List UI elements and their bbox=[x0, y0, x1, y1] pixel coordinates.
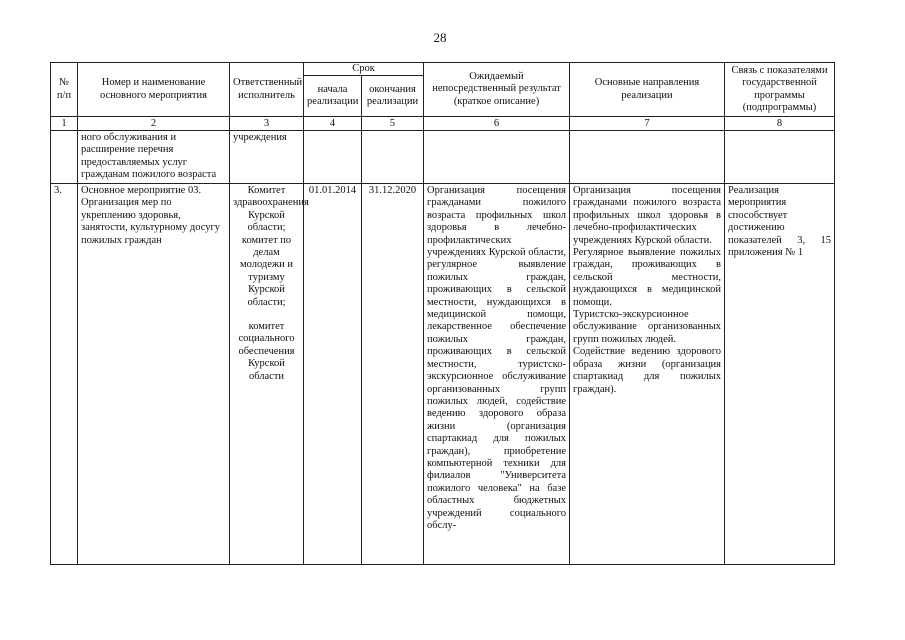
header-link: Связь с показателями государственной программы (подпрограммы) bbox=[725, 63, 835, 117]
responsible-item: Комитет здравоохранения Курской области; bbox=[233, 185, 309, 234]
end-date: 31.12.2020 bbox=[362, 184, 424, 565]
indicator-link: Реализация мероприятия способствует достижению показателей 3, 15 приложения № 1 bbox=[725, 184, 835, 565]
expected-result: Организация посещения гражданами пожилого возраста профильных школ здоровья в лечебно-профилактических учреждениях Курской области, регулярное выявление пожилых граждан, проживающих в сельской местности, нуждающихся в медицинской помощи, лекарственное обеспечение пожилых граждан, проживающих в сельской местности, туристско-экскурсионное обслуживание организованных групп пожилых людей, содействие ведению здорового образа жизни (организация спартакиад для пожилых граждан), приобретение компьютерной техники для филиалов "Университета пожилого человека" на базе областных бюджетных учреждений социального обслу- bbox=[424, 184, 570, 565]
header-end: окончания реализации bbox=[362, 76, 424, 117]
direction-item: Организация посещения гражданами пожилого возраста профильных школ здоровья в лечебно-профилактических учреждениях Курской области. bbox=[573, 185, 722, 246]
column-number: 8 bbox=[725, 117, 835, 131]
header-result: Ожидаемый непосредственный результат (краткое описание) bbox=[424, 63, 570, 117]
column-numbers-row bbox=[51, 117, 835, 131]
continuation-name: ного обслуживания и расширение перечня предоставляемых услуг гражданам пожилого возраста bbox=[78, 131, 230, 184]
activity-name: Основное мероприятие 03. Организация мер по укреплению здоровья, занятости, культурному досугу пожилых граждан bbox=[78, 184, 230, 565]
directions-cell bbox=[570, 184, 725, 565]
direction-item: Регулярное выявление пожилых граждан, проживающих в сельской местности, нуждающихся в медицинской помощи. bbox=[573, 247, 722, 308]
page-number: 28 bbox=[433, 30, 447, 45]
header-name: Номер и наименование основного мероприятия bbox=[78, 63, 230, 117]
header-directions: Основные направления реализации bbox=[570, 63, 725, 117]
column-number: 1 bbox=[51, 117, 78, 131]
column-number: 6 bbox=[424, 117, 570, 131]
row-number: 3. bbox=[51, 184, 78, 565]
column-number: 2 bbox=[78, 117, 230, 131]
continuation-responsible: учреждения bbox=[230, 131, 304, 184]
header-term: Срок bbox=[304, 63, 424, 76]
responsible-cell bbox=[230, 184, 309, 565]
responsible-item: комитет социального обеспечения Курской области bbox=[238, 321, 295, 382]
column-number: 7 bbox=[570, 117, 725, 131]
direction-item: Туристско-экскурсионное обслуживание организованных групп пожилых людей. bbox=[573, 309, 722, 345]
header-responsible: Ответственный исполнитель bbox=[230, 63, 304, 117]
header-no: № п/п bbox=[51, 63, 78, 117]
column-number: 3 bbox=[230, 117, 304, 131]
direction-item: Содействие ведению здорового образа жизни (организация спартакиад для пожилых граждан). bbox=[573, 346, 722, 395]
activities-table bbox=[50, 62, 835, 565]
responsible-item: комитет по делам молодежи и туризму Курской области; bbox=[239, 234, 294, 308]
table-row bbox=[51, 184, 835, 565]
column-number: 5 bbox=[362, 117, 424, 131]
header-start: начала реализации bbox=[304, 76, 362, 117]
start-date: 01.01.2014 bbox=[304, 184, 362, 565]
header-row bbox=[51, 63, 835, 76]
column-number: 4 bbox=[304, 117, 362, 131]
continuation-row bbox=[51, 131, 835, 184]
